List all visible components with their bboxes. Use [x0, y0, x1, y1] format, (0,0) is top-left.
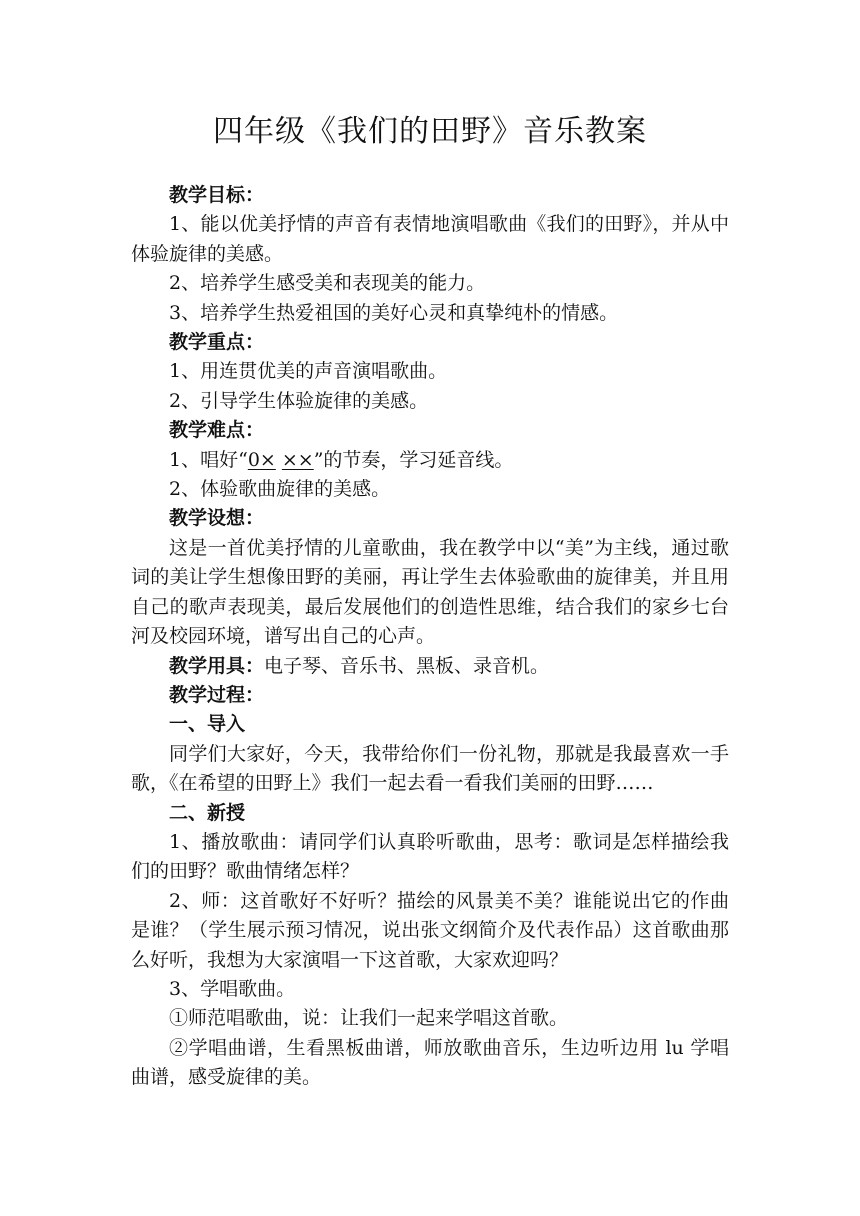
key-point-1: 1、用连贯优美的声音演唱歌曲。: [169, 360, 448, 383]
difficulties-heading: 教学难点：: [169, 419, 265, 442]
key-point-2: 2、引导学生体验旋律的美感。: [169, 389, 429, 412]
section-1-heading: 一、导入: [169, 713, 246, 736]
key-points-heading: 教学重点：: [169, 331, 265, 354]
intro-text: 同学们大家好，今天，我带给你们一份礼物，那就是我最喜欢一手歌，《在希望的田野上》我们一起去看一看我们美丽的田野……: [131, 742, 729, 795]
goals-heading: 教学目标：: [169, 184, 265, 206]
difficulty-1: [131, 446, 729, 475]
teaching-tools-text: 电子琴、音乐书、黑板、录音机。: [264, 654, 550, 677]
new-step-2: 2、师：这首歌好不好听？描绘的风景美不美？谁能说出它的作曲是谁？（学生展示预习情况，说出张文纲简介及代表作品）这首歌曲那么好听，我想为大家演唱一下这首歌，大家欢迎吗？: [131, 889, 729, 971]
goal-1: 1、能以优美抒情的声音有表情地演唱歌曲《我们的田野》，并从中体验旋律的美感。: [131, 213, 729, 265]
goal-3: 3、培养学生热爱祖国的美好心灵和真挚纯朴的情感。: [169, 301, 619, 324]
page-title: 四年级《我们的田野》音乐教案: [213, 114, 647, 149]
goal-2: 2、培养学生感受美和表现美的能力。: [169, 272, 486, 295]
teaching-tools: [131, 652, 729, 681]
process-heading: 教学过程：: [169, 683, 265, 706]
section-2-heading: 二、新授: [169, 801, 246, 824]
rhythm-pattern-a: 0×: [247, 448, 276, 471]
new-step-3: 3、学唱歌曲。: [169, 977, 296, 1000]
teaching-tools-label: 教学用具：: [169, 654, 265, 677]
rhythm-pattern-b: ××: [281, 448, 314, 471]
difficulty-1-prefix: 1、唱好“: [169, 448, 248, 471]
document-body: [131, 181, 729, 1093]
new-step-1: 1、播放歌曲：请同学们认真聆听歌曲，思考：歌词是怎样描绘我们的田野？歌曲情绪怎样？: [131, 830, 729, 883]
new-step-3b: ②学唱曲谱，生看黑板曲谱，师放歌曲音乐，生边听边用 lu 学唱曲谱，感受旋律的美。: [131, 1036, 729, 1089]
difficulty-2: 2、体验歌曲旋律的美感。: [169, 478, 391, 501]
concept-text: 这是一首优美抒情的儿童歌曲，我在教学中以“美”为主线，通过歌词的美让学生想像田野的美丽，再让学生去体验歌曲的旋律美，并且用自己的歌声表现美，最后发展他们的创造性思维，结合我们的家乡七台河及校园环境，谱写出自己的心声。: [131, 536, 729, 648]
concept-heading: 教学设想：: [169, 507, 265, 530]
difficulty-1-suffix: ”的节奏，学习延音线。: [313, 448, 514, 471]
new-step-3a: ①师范唱歌曲，说：让我们一起来学唱这首歌。: [169, 1007, 569, 1030]
